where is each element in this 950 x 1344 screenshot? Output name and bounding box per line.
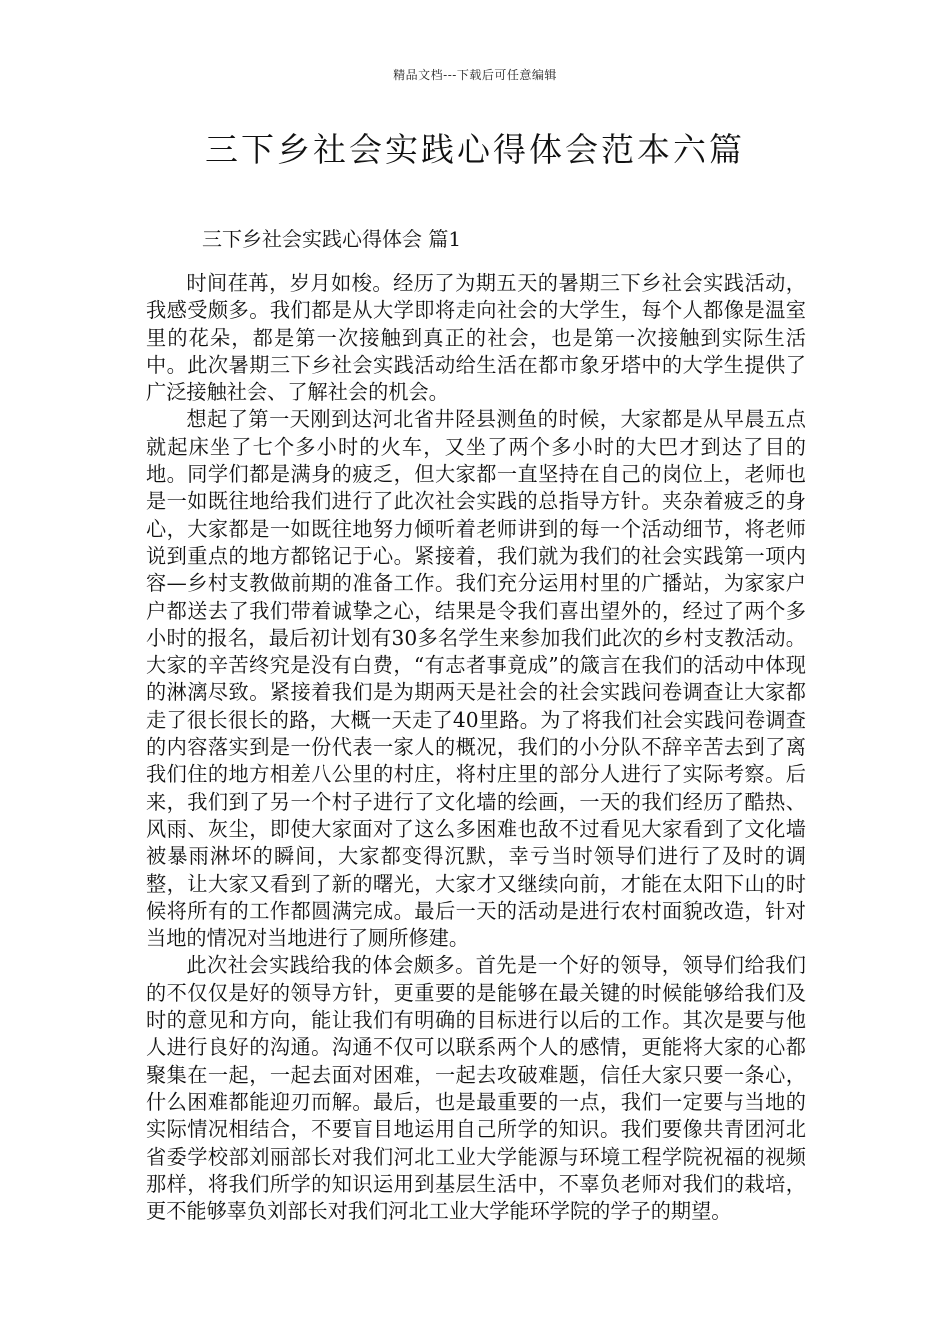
section-heading: 三下乡社会实践心得体会 篇1 [202, 227, 462, 251]
document-title: 三下乡社会实践心得体会范本六篇 [205, 130, 745, 169]
body-text [146, 270, 806, 1225]
paragraph-1: 时间荏苒，岁月如梭。经历了为期五天的暑期三下乡社会实践活动，我感受颇多。我们都是从大学即将走向社会的大学生，每个人都像是温室里的花朵，都是第一次接触到真正的社会，也是第一次接触到实际生活中。此次暑期三下乡社会实践活动给生活在都市象牙塔中的大学生提供了广泛接触社会、了解社会的机会。 [146, 271, 806, 405]
paragraph-2: 想起了第一天刚到达河北省井陉县测鱼的时候，大家都是从早晨五点就起床坐了七个多小时的火车，又坐了两个多小时的大巴才到达了目的地。同学们都是满身的疲乏，但大家都一直坚持在自己的岗位上，老师也是一如既往地给我们进行了此次社会实践的总指导方针。夹杂着疲乏的身心，大家都是一如既往地努力倾听着老师讲到的每一个活动细节，将老师说到重点的地方都铭记于心。紧接着，我们就为我们的社会实践第一项内容—乡村支教做前期的准备工作。我们充分运用村里的广播站，为家家户户都送去了我们带着诚挚之心，结果是令我们喜出望外的，经过了两个多小时的报名，最后初计划有30多名学生来参加我们此次的乡村支教活动。大家的辛苦终究是没有白费，“有志者事竟成”的箴言在我们的活动中体现的淋漓尽致。紧接着我们是为期两天是社会的社会实践问卷调查让大家都走了很长很长的路，大概一天走了40里路。为了将我们社会实践问卷调查的内容落实到是一份代表一家人的概况，我们的小分队不辞辛苦去到了离我们住的地方相差八公里的村庄，将村庄里的部分人进行了实际考察。后来，我们到了另一个村子进行了文化墙的绘画，一天的我们经历了酷热、风雨、灰尘，即使大家面对了这么多困难也敌不过看见大家看到了文化墙被暴雨淋坏的瞬间，大家都变得沉默，幸亏当时领导们进行了及时的调整，让大家又看到了新的曙光，大家才又继续向前，才能在太阳下山的时候将所有的工作都圆满完成。最后一天的活动是进行农村面貌改造，针对当地的情况对当地进行了厕所修建。 [146, 407, 806, 951]
paragraph-3: 此次社会实践给我的体会颇多。首先是一个好的领导，领导们给我们的不仅仅是好的领导方针，更重要的是能够在最关键的时候能够给我们及时的意见和方向，能让我们有明确的目标进行以后的工作。其次是要与他人进行良好的沟通。沟通不仅可以联系两个人的感情，更能将大家的心都聚集在一起，一起去面对困难，一起去攻破难题，信任大家只要一条心，什么困难都能迎刃而解。最后，也是最重要的一点，我们一定要与当地的实际情况相结合，不要盲目地运用自己所学的知识。我们要像共青团河北省委学校部刘丽部长对我们河北工业大学能源与环境工程学院祝福的视频那样，将我们所学的知识运用到基层生活中，不辜负老师对我们的栽培，更不能够辜负刘部长对我们河北工业大学能环学院的学子的期望。 [146, 953, 806, 1224]
header-note: 精品文档---下载后可任意编辑 [393, 68, 557, 82]
